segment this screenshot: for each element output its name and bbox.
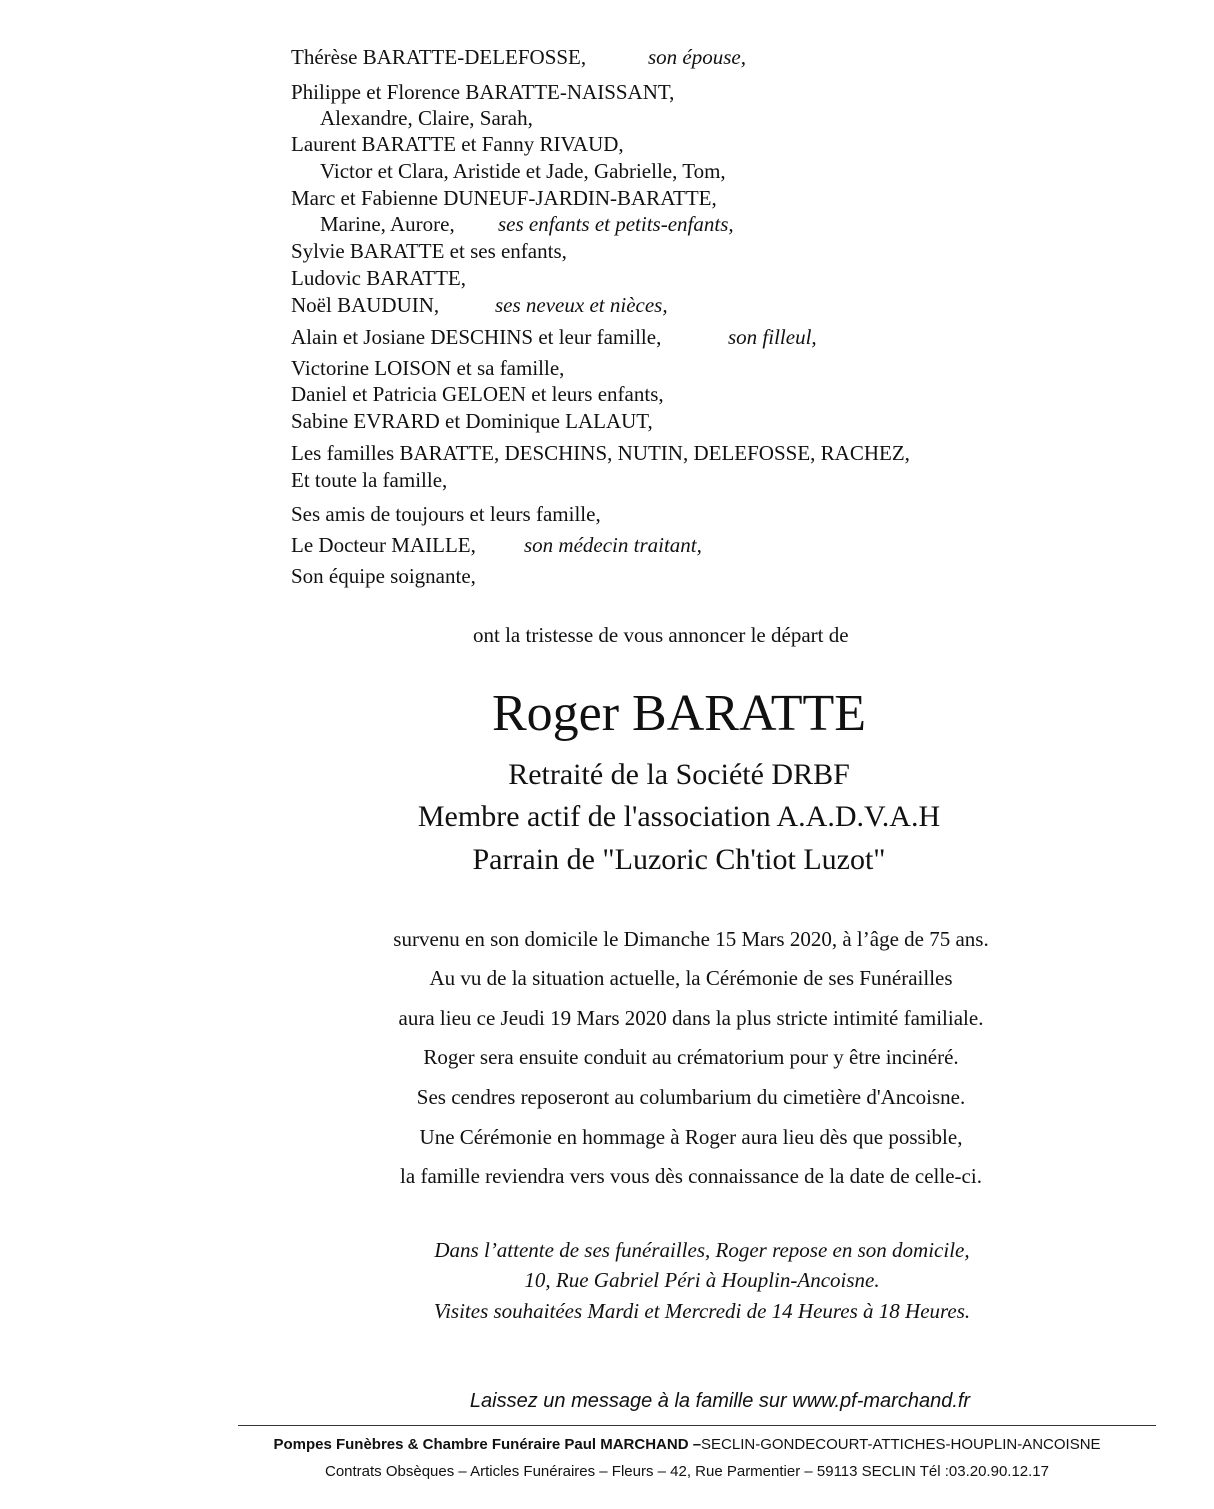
footer-locations: SECLIN-GONDECOURT-ATTICHES-HOUPLIN-ANCOISNE — [701, 1436, 1101, 1453]
details-line: Au vu de la situation actuelle, la Cérémonie de ses Funérailles — [429, 966, 953, 990]
visit-line: Dans l’attente de ses funérailles, Roger repose en son domicile, — [434, 1238, 970, 1262]
details-line: la famille reviendra vers vous dès connaissance de la date de celle-ci. — [400, 1164, 982, 1188]
online-message: Laissez un message à la famille sur www.pf-marchand.fr — [469, 1390, 971, 1412]
family-grandchildren-line: Victor et Clara, Aristide et Jade, Gabrielle, Tom, — [320, 159, 726, 183]
deceased-title: Retraité de la Société DRBF — [508, 758, 850, 791]
family-families-line: Et toute la famille, — [291, 468, 448, 492]
details-line: survenu en son domicile le Dimanche 15 Mars 2020, à l’âge de 75 ans. — [393, 927, 989, 951]
deceased-title: Membre actif de l'association A.A.D.V.A.H — [417, 800, 941, 833]
family-other-line: Victorine LOISON et sa famille, — [291, 356, 565, 380]
family-other-line: Sabine EVRARD et Dominique LALAUT, — [291, 409, 653, 433]
family-care-team-line: Son équipe soignante, — [291, 564, 476, 588]
visit-line: 10, Rue Gabriel Péri à Houplin-Ancoisne. — [524, 1268, 880, 1292]
family-godson-relation: son filleul, — [728, 325, 817, 349]
family-nephew-line: Sylvie BARATTE et ses enfants, — [291, 239, 567, 263]
footer-company: Pompes Funèbres & Chambre Funéraire Paul MARCHAND – — [273, 1436, 702, 1453]
family-nephew-line: Ludovic BARATTE, — [291, 266, 466, 290]
details-line: Une Cérémonie en hommage à Roger aura lieu dès que possible, — [419, 1125, 963, 1149]
family-other-line: Daniel et Patricia GELOEN et leurs enfants, — [291, 382, 664, 406]
family-spouse-name: Thérèse BARATTE-DELEFOSSE, — [291, 45, 587, 69]
family-godson-name: Alain et Josiane DESCHINS et leur famille, — [291, 325, 662, 349]
deceased-name: Roger BARATTE — [491, 685, 867, 742]
visit-line: Visites souhaitées Mardi et Mercredi de 14 Heures à 18 Heures. — [433, 1299, 971, 1323]
family-grandchildren-line: Marine, Aurore, — [320, 212, 455, 236]
family-spouse-relation: son épouse, — [648, 45, 746, 69]
details-line: Ses cendres reposeront au columbarium du cimetière d'Ancoisne. — [416, 1085, 966, 1109]
footer-divider — [238, 1425, 1156, 1426]
footer-contact: Contrats Obsèques – Articles Funéraires – Fleurs – 42, Rue Parmentier – 59113 SECLIN Tél :03.20.90.12.17 — [324, 1463, 1049, 1480]
family-children-relation: ses enfants et petits-enfants, — [498, 212, 734, 236]
family-grandchildren-line: Alexandre, Claire, Sarah, — [320, 106, 533, 130]
footer-company-line — [0, 1437, 1214, 1452]
details-line: Roger sera ensuite conduit au crématorium pour y être incinéré. — [423, 1045, 959, 1069]
family-families-line: Les familles BARATTE, DESCHINS, NUTIN, DELEFOSSE, RACHEZ, — [291, 441, 910, 465]
announcement-text: ont la tristesse de vous annoncer le départ de — [473, 623, 849, 647]
family-child-line: Philippe et Florence BARATTE-NAISSANT, — [291, 80, 675, 104]
deceased-title: Parrain de "Luzoric Ch'tiot Luzot" — [472, 843, 886, 876]
family-nephew-line: Noël BAUDUIN, — [291, 293, 440, 317]
family-friends-line: Ses amis de toujours et leurs famille, — [291, 502, 601, 526]
family-doctor-relation: son médecin traitant, — [524, 533, 702, 557]
family-doctor-name: Le Docteur MAILLE, — [291, 533, 476, 557]
family-child-line: Laurent BARATTE et Fanny RIVAUD, — [291, 132, 624, 156]
family-child-line: Marc et Fabienne DUNEUF-JARDIN-BARATTE, — [291, 186, 717, 210]
family-nephews-relation: ses neveux et nièces, — [495, 293, 668, 317]
details-line: aura lieu ce Jeudi 19 Mars 2020 dans la plus stricte intimité familiale. — [398, 1006, 984, 1030]
